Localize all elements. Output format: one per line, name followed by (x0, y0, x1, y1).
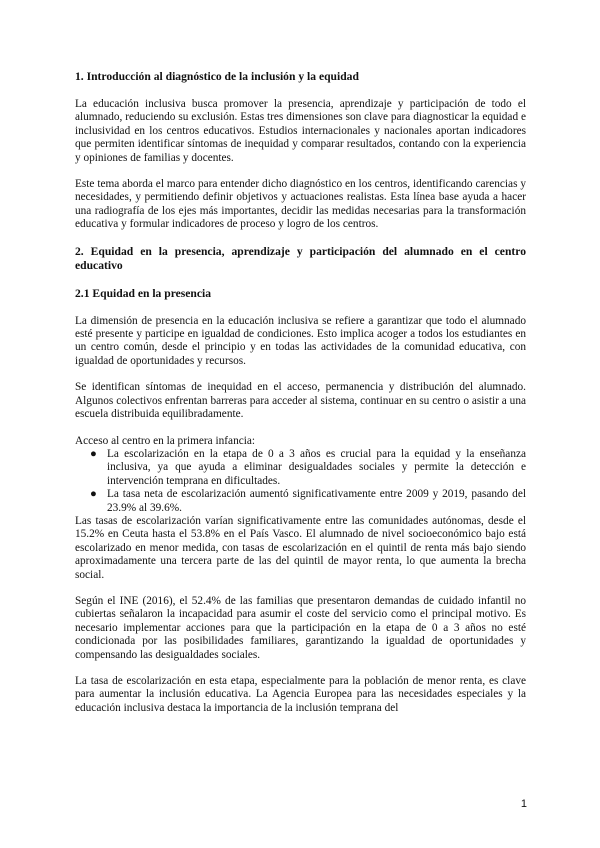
bullet-icon: ● (90, 488, 97, 501)
section-2-1-paragraph-4: Según el INE (2016), el 52.4% de las familias que presentaron demandas de cuidado infantil no cubiertas señalaron la incapacidad para asumir el coste del servicio como el principal motivo. Es necesario implementar acciones para que la participación en la etapa de 0 a 3 años no esté condicionada por las posibilidades familiares, garantizando la igualdad de oportunidades y compensando las desigualdades sociales. (75, 594, 526, 661)
section-2-1-paragraph-1: La dimensión de presencia en la educación inclusiva se refiere a garantizar que todo el alumnado esté presente y participe en igualdad de condiciones. Esto implica acoger a todos los estudiantes en un centro común, desde el principio y en todas las actividades de la comunidad educativa, con igualdad de oportunidades y recursos. (75, 314, 526, 367)
section-2-1-paragraph-2: Se identifican síntomas de inequidad en el acceso, permanencia y distribución del alumnado. Algunos colectivos enfrentan barreras para acceder al sistema, continuar en su centro o asistir a una escuela distribuida equilibradamente. (75, 381, 526, 421)
list-item (90, 447, 526, 488)
bullet-icon: ● (90, 447, 97, 460)
bullet-list (75, 448, 526, 515)
list-intro: Acceso al centro en la primera infancia: (75, 434, 256, 447)
list-item-text: La escolarización en la etapa de 0 a 3 años es crucial para la equidad y la enseñanza inclusiva, ya que ayuda a eliminar desigualdades sociales y permite la detección e intervención temprana en dificultades. (107, 447, 526, 487)
section-2-1-paragraph-5: La tasa de escolarización en esta etapa, especialmente para la población de menor renta, es clave para aumentar la inclusión educativa. La Agencia Europea para las necesidades especiales y la educación inclusiva destaca la importancia de la inclusión temprana del (75, 675, 526, 714)
section-2-1-paragraph-3: Las tasas de escolarización varían significativamente entre las comunidades autónomas, desde el 15.2% en Ceuta hasta el 53.8% en el País Vasco. El alumnado de nivel socioeconómico bajo está escolarizado en menor medida, con tasas de escolarización en el quintil de renta más bajo siendo aproximadamente una tercera parte de las del quintil de mayor renta, lo que aumenta la brecha social. (75, 514, 526, 581)
list-item (90, 488, 526, 515)
section-1-paragraph-1: La educación inclusiva busca promover la presencia, aprendizaje y participación de todo el alumnado, reduciendo su exclusión. Estas tres dimensiones son clave para diagnosticar la equidad e inclusividad en los centros educativos. Estudios internacionales y nacionales aportan indicadores que permiten identificar síntomas de inequidad y comparar resultados, contando con la experiencia y opiniones de familias y docentes. (75, 98, 526, 164)
section-2-1-heading: 2.1 Equidad en la presencia (75, 286, 212, 300)
section-1-paragraph-2: Este tema aborda el marco para entender dicho diagnóstico en los centros, identificando carencias y necesidades, y permitiendo definir objetivos y actuaciones realistas. Esta línea base ayuda a hacer una radiografía de los ejes más importantes, decidir las medidas necesarias para la transformación educativa y formular indicadores de proceso y logro de los centros. (75, 178, 526, 231)
list-item-text: La tasa neta de escolarización aumentó significativamente entre 2009 y 2019, pasando del 23.9% al 39.6%. (107, 488, 526, 514)
section-1-heading: 1. Introducción al diagnóstico de la inclusión y la equidad (75, 70, 359, 83)
page-number: 1 (520, 798, 527, 810)
section-2-heading: 2. Equidad en la presencia, aprendizaje y participación del alumnado en el centro educativo (75, 244, 526, 272)
page-content (75, 70, 526, 728)
